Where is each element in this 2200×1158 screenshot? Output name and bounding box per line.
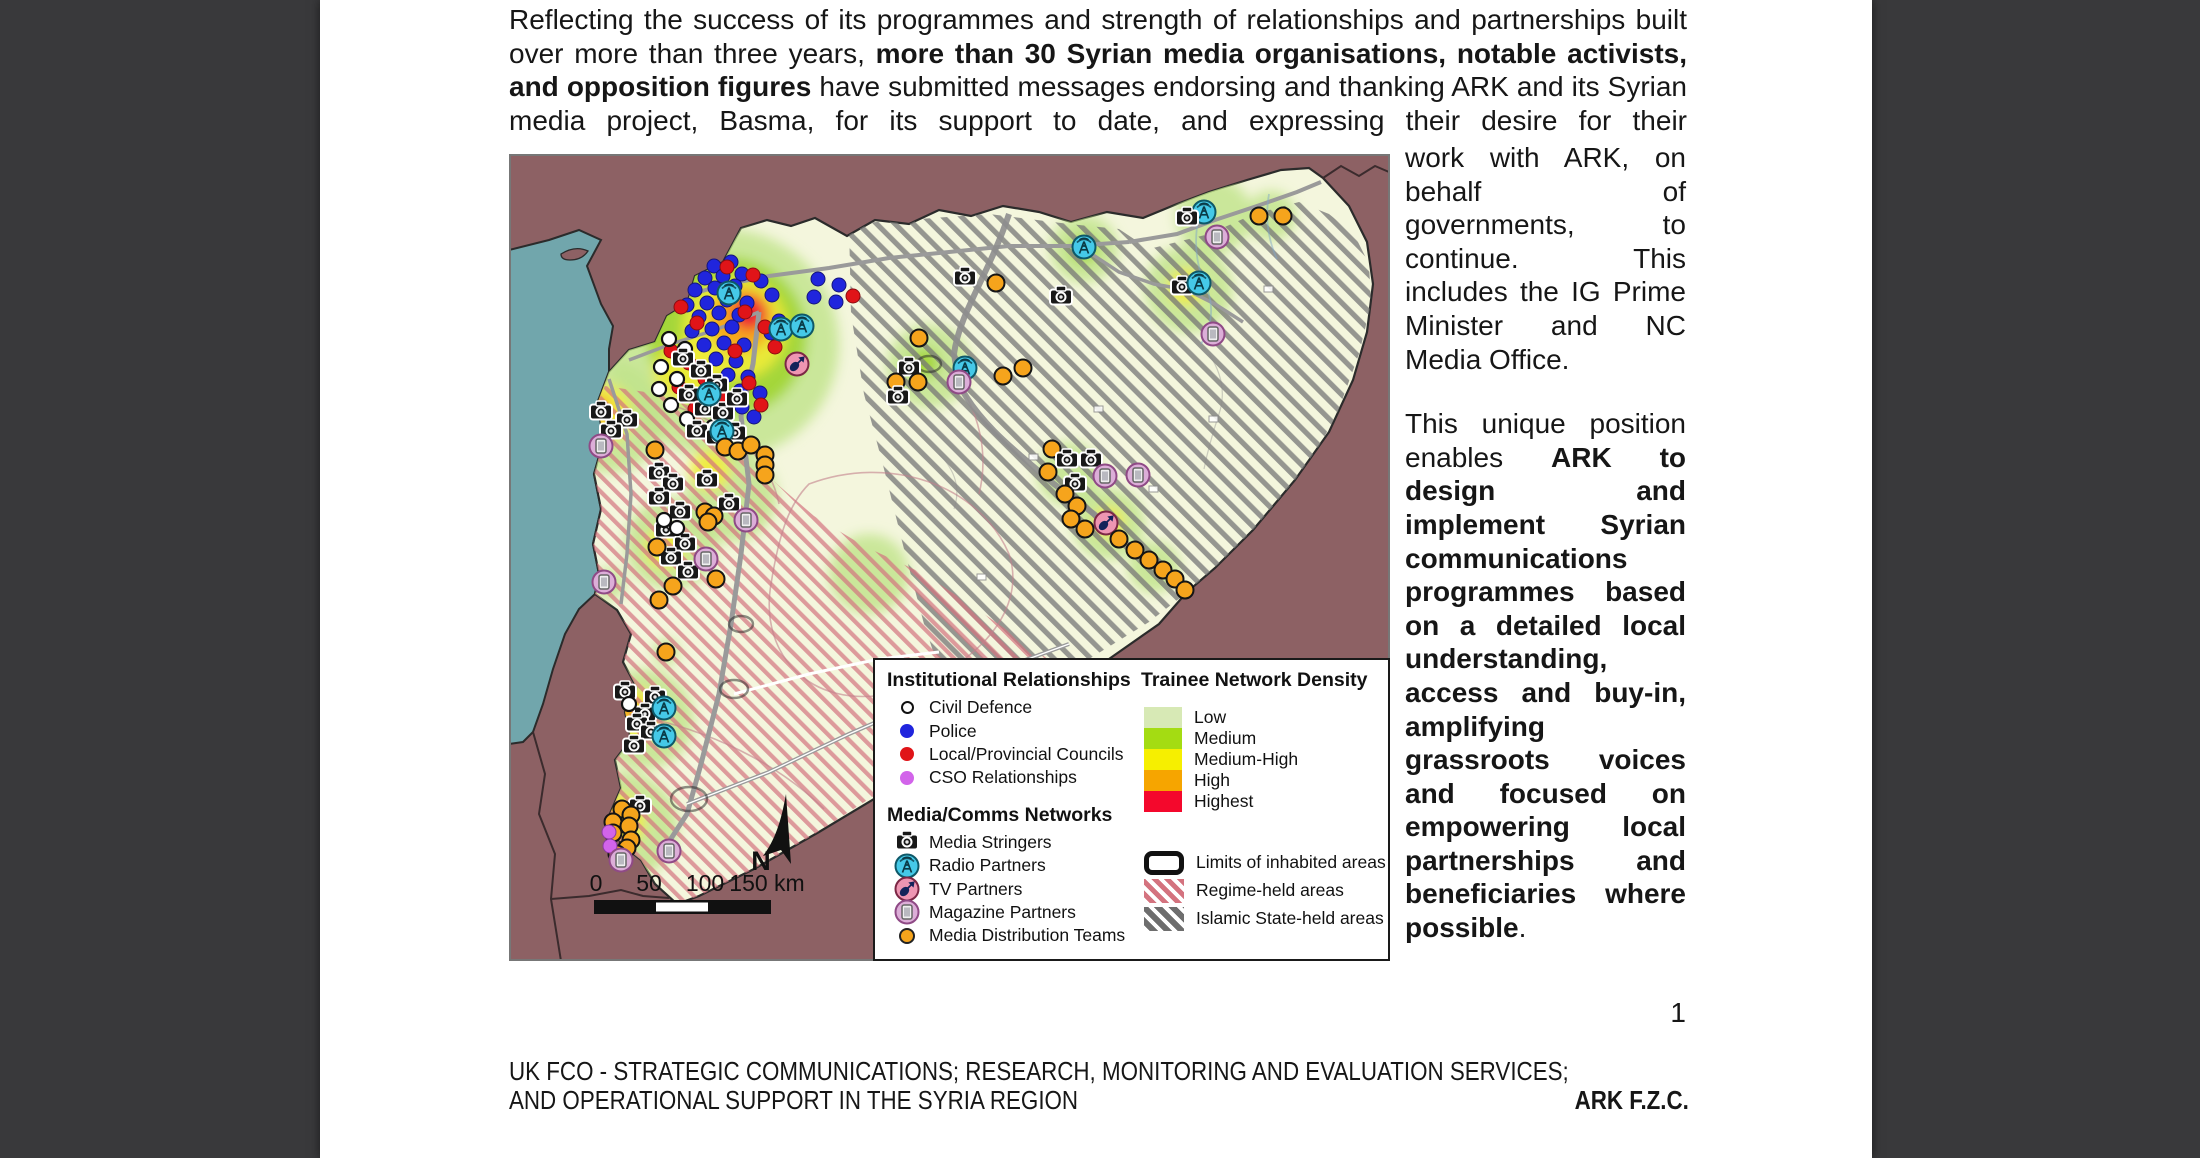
- lc-marker: [690, 316, 704, 330]
- dt-marker: [647, 442, 664, 459]
- legend-label: Media Distribution Teams: [929, 925, 1126, 946]
- cd-marker: [670, 521, 684, 535]
- legend-item: [885, 877, 1130, 900]
- camera-icon: [893, 830, 921, 854]
- cso-icon: [900, 771, 914, 785]
- density-scale: [1144, 707, 1298, 812]
- cso-marker: [602, 825, 616, 839]
- right-text-column: [1405, 141, 1686, 945]
- limits-swatch: [1144, 851, 1184, 875]
- magazine-marker: [658, 840, 681, 863]
- camera-marker: [590, 401, 612, 420]
- dt-marker: [1015, 360, 1032, 377]
- magazine-marker: [1127, 464, 1150, 487]
- dt-marker: [911, 330, 928, 347]
- camera-marker: [662, 473, 684, 492]
- radio-marker: [770, 318, 793, 341]
- legend-item: [1144, 707, 1298, 728]
- legend-label: Medium-High: [1194, 749, 1299, 769]
- camera-marker: [1050, 286, 1072, 305]
- tv-marker: [786, 353, 809, 376]
- magazine-marker: [593, 571, 616, 594]
- legend-header-density: Trainee Network Density: [1141, 669, 1368, 691]
- lc-marker: [674, 300, 688, 314]
- radio-marker: [653, 697, 676, 720]
- po-marker: [807, 290, 821, 304]
- magazine-marker: [695, 548, 718, 571]
- cd-marker: [622, 697, 636, 711]
- local-councils-icon: [900, 747, 914, 761]
- dt-marker: [658, 644, 675, 661]
- camera-marker: [1080, 449, 1102, 468]
- legend-item: [885, 924, 1130, 947]
- legend-label: Local/Provincial Councils: [929, 743, 1124, 764]
- legend-label: Low: [1194, 707, 1227, 727]
- legend-item: [885, 854, 1130, 877]
- density-swatch-highest: [1144, 791, 1182, 812]
- legend-label: CSO Relationships: [929, 767, 1077, 788]
- footer-line2: AND OPERATIONAL SUPPORT IN THE SYRIA REGION: [509, 1085, 1079, 1115]
- area-types: [1144, 849, 1386, 933]
- legend-item: [885, 719, 1130, 742]
- radio-marker: [718, 282, 741, 305]
- document-page: [320, 0, 1872, 1158]
- police-icon: [900, 724, 914, 738]
- po-marker: [712, 306, 726, 320]
- lc-marker: [746, 268, 760, 282]
- dt-marker: [708, 571, 725, 588]
- dt-marker: [757, 467, 774, 484]
- map-legend: [873, 658, 1390, 961]
- lc-marker: [738, 305, 752, 319]
- radio-marker: [1073, 236, 1096, 259]
- legend-item: [885, 831, 1130, 854]
- magazine-marker: [735, 509, 758, 532]
- magazine-marker: [1206, 226, 1229, 249]
- column-paragraph-2: This unique position enables ARK to design and implement Syrian communications programmes based on a detailed local understanding, access and buy-in, amplifying grassroots voices and focused on empowering local partnerships and beneficiaries where possible.: [1405, 408, 1686, 944]
- legend-label: High: [1194, 770, 1230, 790]
- legend-header-media: Media/Comms Networks: [887, 803, 1113, 826]
- dt-marker: [1177, 582, 1194, 599]
- po-marker: [725, 320, 739, 334]
- radio-marker: [1188, 272, 1211, 295]
- distribution-team-icon: [899, 928, 915, 944]
- radio-tower-icon: [894, 853, 920, 879]
- cd-marker: [654, 360, 668, 374]
- column-paragraph-1: work with ARK, on behalf of governments, to continue. This includes the IG Prime Minister and NC Media Office.: [1405, 142, 1686, 375]
- legend-item: [1144, 749, 1298, 770]
- regime-hatch-swatch: [1144, 879, 1184, 903]
- legend-header-institutional: Institutional Relationships: [887, 669, 1131, 691]
- magazine-marker: [610, 849, 633, 872]
- camera-marker: [614, 681, 636, 700]
- page-footer: [509, 1056, 1689, 1114]
- camera-marker: [1176, 207, 1198, 226]
- legend-item: [1144, 877, 1386, 904]
- dt-marker: [910, 374, 927, 391]
- legend-item: [885, 696, 1130, 719]
- scale-label-50: 50: [636, 870, 662, 896]
- dt-marker: [649, 539, 666, 556]
- camera-marker: [887, 386, 909, 405]
- legend-label: Magazine Partners: [929, 901, 1076, 922]
- po-marker: [829, 295, 843, 309]
- page-number: 1: [1670, 997, 1686, 1028]
- legend-item: [1144, 791, 1298, 812]
- legend-label: Police: [929, 720, 977, 741]
- legend-item: [885, 901, 1130, 924]
- dt-marker: [1111, 531, 1128, 548]
- lc-marker: [720, 260, 734, 274]
- density-swatch-medium: [1144, 728, 1182, 749]
- dt-marker: [700, 514, 717, 531]
- cd-marker: [664, 398, 678, 412]
- magazine-icon: [894, 899, 920, 925]
- dt-marker: [651, 592, 668, 609]
- po-marker: [705, 322, 719, 336]
- tv-satellite-icon: [894, 876, 920, 902]
- magazine-marker: [948, 371, 971, 394]
- lc-marker: [728, 344, 742, 358]
- legend-item: [1144, 905, 1386, 932]
- dt-marker: [1077, 521, 1094, 538]
- radio-marker: [791, 315, 814, 338]
- legend-label: TV Partners: [929, 878, 1023, 899]
- camera-marker: [696, 469, 718, 488]
- density-swatch-low: [1144, 707, 1182, 728]
- camera-marker: [726, 388, 748, 407]
- legend-label: Regime-held areas: [1196, 880, 1344, 900]
- legend-label: Media Stringers: [929, 831, 1052, 852]
- camera-marker: [686, 420, 708, 439]
- cd-marker: [652, 382, 666, 396]
- camera-marker: [648, 487, 670, 506]
- po-marker: [688, 283, 702, 297]
- legend-label: Civil Defence: [929, 697, 1033, 718]
- po-marker: [697, 338, 711, 352]
- dt-marker: [1251, 208, 1268, 225]
- legend-label: Limits of inhabited areas: [1196, 852, 1386, 872]
- legend-item: [1144, 849, 1386, 876]
- po-marker: [765, 288, 779, 302]
- scale-label-150: 150 km: [729, 870, 805, 896]
- legend-label: Highest: [1194, 791, 1254, 811]
- cd-marker: [657, 513, 671, 527]
- magazine-marker: [1202, 323, 1225, 346]
- footer-org: ARK F.Z.C.: [1574, 1085, 1689, 1115]
- scale-label-100: 100: [685, 870, 725, 896]
- magazine-marker: [1094, 465, 1117, 488]
- civil-defence-icon: [901, 701, 914, 714]
- density-swatch-high: [1144, 770, 1182, 791]
- north-label: N: [751, 846, 771, 876]
- magazine-marker: [590, 435, 613, 458]
- cd-marker: [662, 332, 676, 346]
- po-marker: [832, 278, 846, 292]
- dt-marker: [1275, 208, 1292, 225]
- is-hatch-swatch: [1144, 907, 1184, 931]
- footer-line1: UK FCO - STRATEGIC COMMUNICATIONS; RESEARCH, MONITORING AND EVALUATION SERVICES;: [509, 1056, 1569, 1086]
- scale-label-0: 0: [589, 870, 603, 896]
- dt-marker: [665, 578, 682, 595]
- camera-marker: [954, 267, 976, 286]
- legend-item: [1144, 770, 1298, 791]
- lc-marker: [742, 376, 756, 390]
- camera-marker: [690, 360, 712, 379]
- legend-item: [885, 743, 1130, 766]
- po-marker: [811, 272, 825, 286]
- legend-label: Medium: [1194, 728, 1257, 748]
- lc-marker: [768, 340, 782, 354]
- legend-item: [1144, 728, 1298, 749]
- legend-item: [885, 766, 1130, 789]
- legend-label: Radio Partners: [929, 855, 1046, 876]
- legend-label: Islamic State-held areas: [1196, 908, 1384, 928]
- dt-marker: [995, 368, 1012, 385]
- density-swatch-med-high: [1144, 749, 1182, 770]
- camera-marker: [1056, 449, 1078, 468]
- syria-map-figure: [509, 154, 1390, 961]
- intro-paragraph: Reflecting the success of its programmes and strength of relationships and partnerships built over more than three years, more than 30 Syrian media organisations, notable activists, and opposition figures have submitted messages endorsing and thanking ARK and its Syrian media project, Basma, for its support to date, and expressing their desire for their: [509, 4, 1688, 136]
- lc-marker: [846, 289, 860, 303]
- camera-marker: [718, 493, 740, 512]
- radio-marker: [653, 725, 676, 748]
- dt-marker: [1040, 464, 1057, 481]
- lc-marker: [754, 398, 768, 412]
- camera-marker: [669, 501, 691, 520]
- po-marker: [700, 296, 714, 310]
- cd-marker: [670, 372, 684, 386]
- radio-marker: [698, 383, 721, 406]
- camera-marker: [623, 735, 645, 754]
- dt-marker: [988, 275, 1005, 292]
